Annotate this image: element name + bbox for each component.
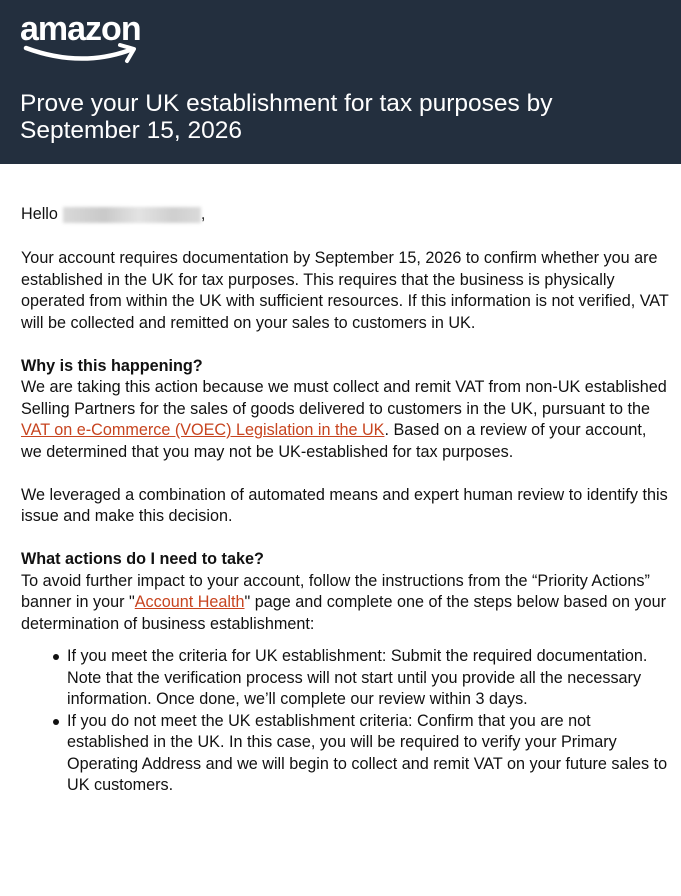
why-heading: Why is this happening? xyxy=(21,356,203,375)
greeting-comma: , xyxy=(200,205,206,224)
account-health-link[interactable]: Account Health xyxy=(134,593,245,611)
logo-wordmark: amazon xyxy=(20,10,141,48)
greeting-hello: Hello xyxy=(21,205,58,224)
list-item: If you do not meet the UK establishment criteria: Confirm that you are not established in the UK. In this case, you will be required to verify your Primary Operating Address and we will begin to collect and remit VAT on your future sales to UK customers. xyxy=(67,711,671,797)
redacted-name xyxy=(63,207,201,223)
smile-arrow-icon xyxy=(22,42,142,66)
email-header xyxy=(0,0,681,164)
action-steps-list xyxy=(21,646,671,797)
leverage-paragraph: We leveraged a combination of automated means and expert human review to identify this issue and make this decision. xyxy=(21,485,668,525)
email-body xyxy=(0,164,671,797)
email-title: Prove your UK establishment for tax purposes by September 15, 2026 xyxy=(20,90,553,144)
amazon-logo xyxy=(20,12,160,68)
why-text-after: . Based on a review of your account, we determined that you may not be UK-established for tax purposes. xyxy=(21,421,647,461)
actions-heading: What actions do I need to take? xyxy=(21,550,264,568)
actions-section xyxy=(21,549,671,635)
why-section xyxy=(21,356,671,464)
greeting xyxy=(21,204,671,226)
voec-legislation-link[interactable]: VAT on e-Commerce (VOEC) Legislation in the UK xyxy=(21,421,385,439)
actions-text-before: To avoid further impact to your account, follow the instructions from the “Priority Actions” banner in your " xyxy=(21,571,650,611)
list-item: If you meet the criteria for UK establishment: Submit the required documentation. Note that the verification process will not start until you provide all the necessary information. Once done, we’ll complete our review within 3 days. xyxy=(67,646,671,711)
actions-text-after: " page and complete one of the steps below based on your determination of business establishment: xyxy=(21,593,667,633)
intro-paragraph: Your account requires documentation by September 15, 2026 to confirm whether you are established in the UK for tax purposes. This requires that the business is physically operated from within the UK with sufficient resources. If this information is not verified, VAT will be collected and remitted on your sales to customers in UK. xyxy=(21,249,669,332)
why-text-before: We are taking this action because we must collect and remit VAT from non-UK established Selling Partners for the sales of goods delivered to customers in the UK, pursuant to the xyxy=(21,378,667,418)
